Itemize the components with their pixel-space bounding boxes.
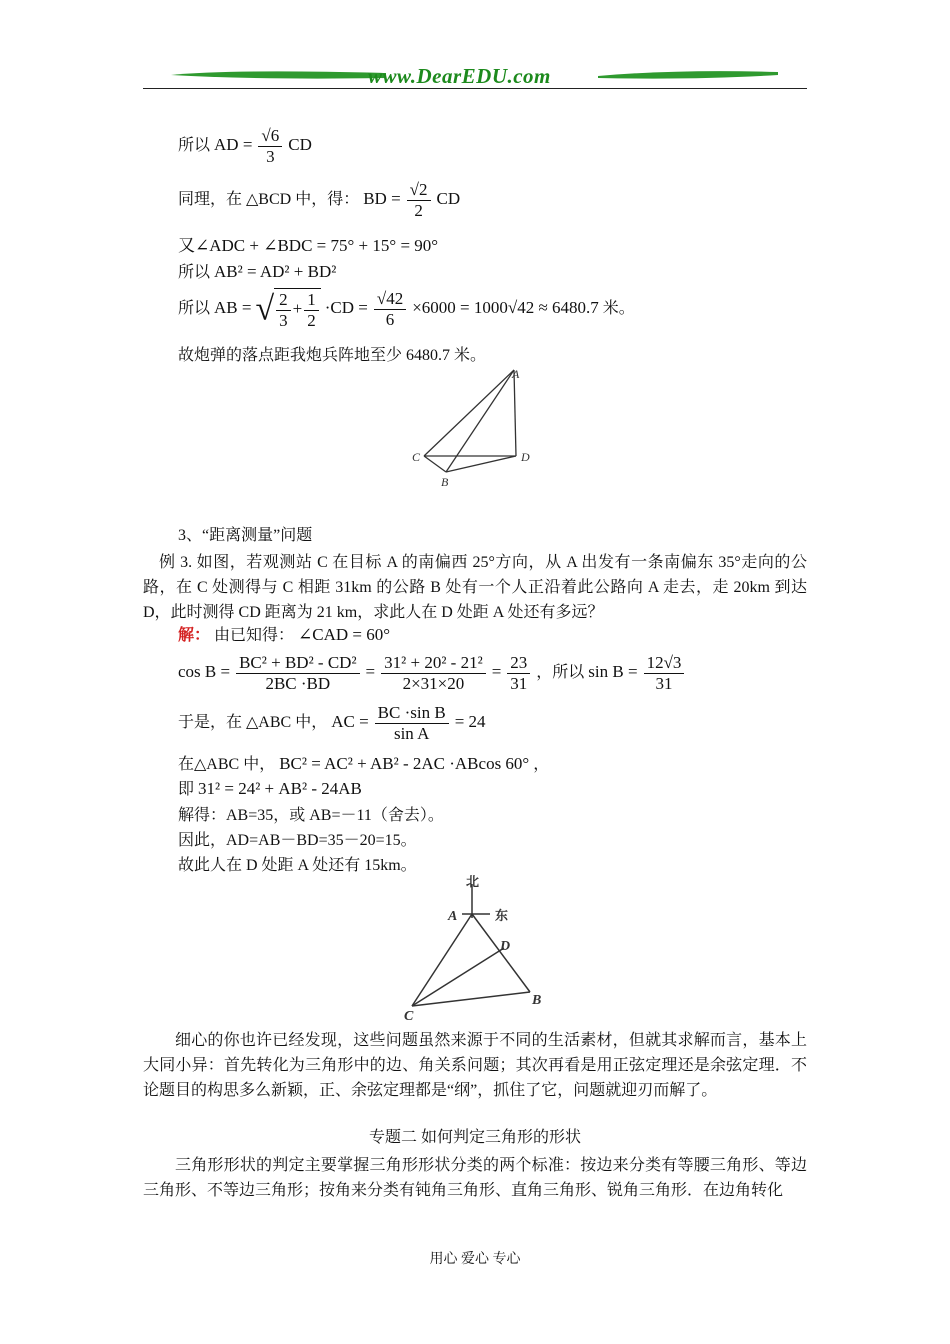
text-prefix: 同理，在 △BCD 中，得： (178, 191, 360, 209)
math-expr: BC² = AC² + AB² - 2AC ·ABcos 60° (279, 754, 530, 773)
math-rest: ×6000 = 1000√42 ≈ 6480.7 (412, 298, 599, 318)
plus-sign: + (292, 299, 303, 319)
numerator: BC ·sin B (377, 703, 446, 722)
label-c: C (412, 450, 421, 464)
label-a: A (512, 367, 520, 381)
math-rhs: CD (436, 189, 461, 209)
label-c: C (404, 1009, 414, 1022)
east-label: 东 (495, 909, 509, 924)
math-expr: ∠CAD = 60° (298, 625, 391, 644)
topic-2-title: 专题二 如何判定三角形的形状 (368, 1129, 581, 1146)
north-label: 北 (466, 875, 480, 890)
denominator: 2BC ·BD (236, 673, 359, 694)
fraction (507, 653, 530, 694)
denominator: 31 (644, 673, 685, 694)
conclusion-cannon: 故炮弹的落点距我炮兵阵地至少 6480.7 米。 (178, 347, 487, 364)
fraction (381, 653, 486, 694)
denominator: 3 (276, 310, 291, 331)
fraction (374, 289, 406, 330)
numerator: 1 (307, 290, 316, 309)
numerator: BC² + BD² - CD² (239, 653, 357, 672)
page-footer: 用心 爱心 专心 (429, 1252, 521, 1267)
label-b: B (441, 475, 449, 489)
math-cd: ·CD = (324, 298, 368, 318)
denominator: 6 (374, 309, 406, 330)
radical-sign: √ (255, 290, 275, 328)
math-lhs: AC = (331, 712, 369, 732)
denominator: sin A (375, 723, 449, 744)
math-expr: AB² = AD² + BD² (214, 262, 337, 281)
eq-substituted (178, 779, 362, 800)
math-lhs: AB = (214, 298, 252, 318)
equals: = (491, 662, 502, 682)
text: 由已知得： (214, 627, 295, 644)
eq-ab-result (178, 288, 635, 331)
denominator: 31 (507, 673, 530, 694)
eq-ac (178, 703, 486, 744)
solution-ad: 因此，AD=AB－BD=35－20=15。 (178, 832, 417, 849)
example-3-problem: 例 3. 如图，若观测站 C 在目标 A 的南偏西 25°方向，从 A 出发有一条南偏东 35°走向的公路，在 C 处测得与 C 相距 31km 的公路 B 处有一个人正沿着此公路向 A 走去，走 20km 到达 D，此时测得 CD 距离为 21 km，求此人在 D 处距 A 处还有多远？ (143, 554, 807, 621)
label-d: D (521, 450, 530, 464)
right-leaf-decoration (598, 70, 778, 80)
numerator: 31² + 20² - 21² (384, 653, 483, 672)
unit-text: 米。 (602, 300, 635, 318)
triangle-figure-1 (410, 364, 540, 490)
text-prefix: 于是，在 △ABC 中， (178, 714, 328, 732)
eq-bd (178, 180, 460, 221)
text-prefix: 所以 (178, 300, 211, 318)
numerator: √2 (409, 180, 428, 199)
label-b: B (532, 993, 542, 1008)
denominator: 2 (304, 310, 319, 331)
equals: = (365, 662, 376, 682)
solution-start (178, 625, 390, 646)
text-prefix: 所以 (178, 264, 211, 281)
denominator: 2 (407, 200, 431, 221)
left-leaf-decoration (171, 70, 386, 80)
math-rhs: = 24 (454, 712, 486, 732)
numerator: 23 (510, 653, 528, 672)
numerator: √42 (376, 289, 404, 308)
numerator: √6 (261, 126, 280, 145)
math-lhs: cos B = (178, 662, 231, 682)
numerator: 2 (279, 290, 288, 309)
fraction (644, 653, 685, 694)
denominator: 2×31×20 (381, 673, 486, 694)
numerator: 12√3 (646, 653, 682, 672)
text-prefix: 在△ABC 中， (178, 756, 276, 773)
math-lhs: sin B = (588, 662, 638, 682)
eq-ad (178, 126, 312, 167)
label-d: D (500, 939, 511, 954)
text-prefix: 所以 (178, 137, 211, 155)
solution-label: 解： (178, 627, 211, 644)
eq-law-of-cosines (178, 754, 549, 775)
fraction (304, 290, 319, 331)
text-suffix: ， (533, 756, 550, 773)
radicand (274, 288, 321, 331)
fraction (407, 180, 431, 221)
math-lhs: BD = (363, 189, 401, 209)
fraction (236, 653, 359, 694)
section-3-title: 3、“距离测量”问题 (178, 527, 313, 544)
solution-result: 解得：AB=35，或 AB=－11（舍去）。 (178, 807, 444, 824)
eq-cos-b (178, 653, 686, 694)
text: ，所以 (536, 664, 585, 682)
fraction (258, 126, 282, 167)
page-header (143, 60, 807, 94)
fraction (276, 290, 291, 331)
eq-pythagoras (178, 262, 336, 283)
fraction (375, 703, 449, 744)
site-logo: www.DearEDU.com (368, 64, 551, 88)
denominator: 3 (258, 146, 282, 167)
header-rule (143, 88, 807, 89)
solution-conclusion: 故此人在 D 处距 A 处还有 15km。 (178, 857, 417, 874)
math-lhs: AD = (214, 135, 253, 155)
summary-paragraph: 细心的你也许已经发现，这些问题虽然来源于不同的生活素材，但就其求解而言，基本上大同小异：首先转化为三角形中的边、角关系问题；其次再看是用正弦定理还是余弦定理．不论题目的构思多么新颖，正、余弦定理都是“纲”，抓住了它，问题就迎刃而解了。 (143, 1032, 807, 1099)
triangle-figure-2 (400, 872, 560, 1022)
text-prefix: 即 (178, 781, 195, 798)
topic-2-intro: 三角形形状的判定主要掌握三角形形状分类的两个标准：按边来分类有等腰三角形、等边三角形、不等边三角形；按角来分类有钝角三角形、直角三角形、锐角三角形．在边角转化 (143, 1157, 807, 1199)
label-a: A (448, 909, 458, 924)
eq-angle-sum: 又∠ADC + ∠BDC = 75° + 15° = 90° (178, 236, 439, 255)
math-rhs: CD (288, 135, 312, 155)
math-expr: 31² = 24² + AB² - 24AB (198, 779, 362, 798)
